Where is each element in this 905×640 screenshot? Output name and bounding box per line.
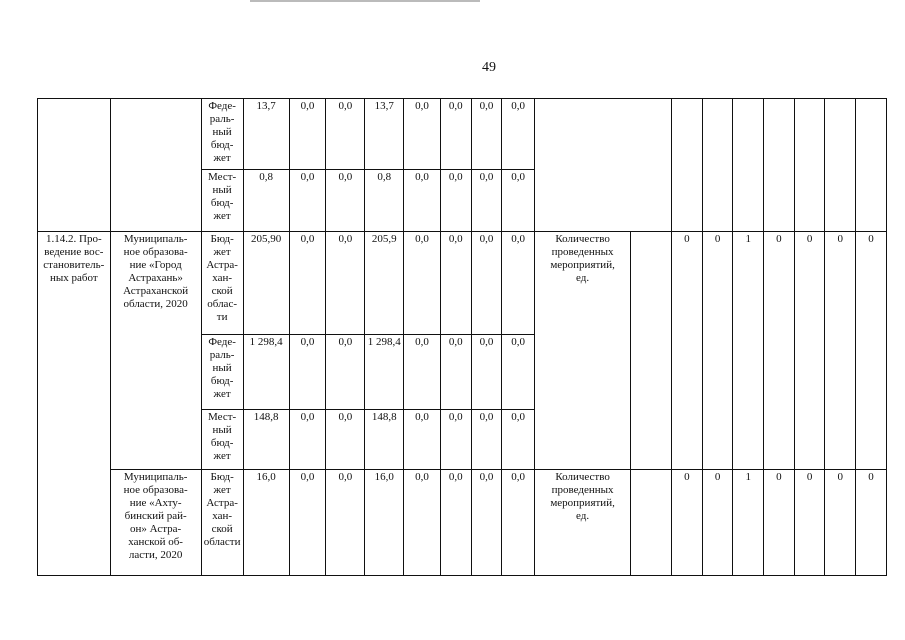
value-cell: 16,0 [243, 470, 289, 576]
value-cell: 0,0 [326, 170, 365, 232]
indicator-cell: Количество проведенных мероприятий, ед. [535, 232, 631, 470]
value-cell: 0,0 [404, 410, 441, 470]
top-rule [250, 0, 480, 2]
value-cell: 16,0 [365, 470, 404, 576]
value-cell: 0,0 [471, 335, 502, 410]
blank-cell [631, 470, 672, 576]
indicator-cell: Количество проведенных мероприятий, ед. [535, 470, 631, 576]
target-cell: 0 [825, 470, 856, 576]
value-cell: 0,0 [471, 470, 502, 576]
target-cell: 0 [764, 232, 795, 470]
value-cell: 0,0 [502, 170, 535, 232]
source-cell: Бюд- жет Астра- хан- ской области [201, 470, 243, 576]
target-cell [825, 99, 856, 232]
target-cell: 1 [733, 232, 764, 470]
target-cell: 1 [733, 470, 764, 576]
target-cell: 0 [672, 232, 703, 470]
value-cell: 0,0 [289, 470, 326, 576]
table-row [38, 470, 887, 576]
value-cell: 0,0 [404, 170, 441, 232]
executor-cell [110, 99, 201, 232]
code-cell: 1.14.2. Про- ведение вос- становитель- ных работ [38, 232, 111, 576]
value-cell: 0,0 [289, 170, 326, 232]
value-cell: 0,0 [440, 170, 471, 232]
value-cell: 0,0 [326, 335, 365, 410]
target-cell [702, 99, 733, 232]
value-cell: 0,0 [404, 335, 441, 410]
value-cell: 0,0 [502, 470, 535, 576]
value-cell: 205,9 [365, 232, 404, 335]
target-cell: 0 [764, 470, 795, 576]
value-cell: 148,8 [243, 410, 289, 470]
value-cell: 0,0 [471, 170, 502, 232]
budget-table [37, 98, 887, 576]
target-cell: 0 [672, 470, 703, 576]
value-cell: 13,7 [365, 99, 404, 170]
source-cell: Мест- ный бюд- жет [201, 170, 243, 232]
value-cell: 0,0 [404, 232, 441, 335]
target-cell [856, 99, 887, 232]
value-cell: 0,0 [502, 335, 535, 410]
value-cell: 1 298,4 [243, 335, 289, 410]
target-cell: 0 [856, 470, 887, 576]
value-cell: 0,0 [471, 410, 502, 470]
source-cell: Феде- раль- ный бюд- жет [201, 335, 243, 410]
target-cell [733, 99, 764, 232]
executor-cell: Муниципаль- ное образова- ние «Город Астрахань» Астраханской области, 2020 [110, 232, 201, 470]
value-cell: 0,0 [502, 99, 535, 170]
value-cell: 0,0 [440, 335, 471, 410]
value-cell: 0,0 [289, 410, 326, 470]
value-cell: 0,0 [471, 99, 502, 170]
table-row [38, 232, 887, 335]
target-cell [794, 99, 825, 232]
code-cell [38, 99, 111, 232]
value-cell: 0,0 [440, 99, 471, 170]
value-cell: 0,0 [404, 470, 441, 576]
value-cell: 0,0 [326, 410, 365, 470]
target-cell: 0 [794, 232, 825, 470]
value-cell: 0,0 [440, 470, 471, 576]
target-cell: 0 [794, 470, 825, 576]
value-cell: 0,0 [502, 232, 535, 335]
value-cell: 0,0 [326, 99, 365, 170]
value-cell: 0,0 [502, 410, 535, 470]
value-cell: 0,0 [326, 232, 365, 335]
blank-cell [631, 232, 672, 470]
value-cell: 0,0 [404, 99, 441, 170]
value-cell: 0,8 [365, 170, 404, 232]
page-number: 49 [482, 60, 496, 75]
value-cell: 0,0 [471, 232, 502, 335]
target-cell [764, 99, 795, 232]
value-cell: 0,0 [440, 410, 471, 470]
source-cell: Феде- раль- ный бюд- жет [201, 99, 243, 170]
value-cell: 205,90 [243, 232, 289, 335]
value-cell: 13,7 [243, 99, 289, 170]
value-cell: 1 298,4 [365, 335, 404, 410]
source-cell: Мест- ный бюд- жет [201, 410, 243, 470]
source-cell: Бюд- жет Астра- хан- ской облас- ти [201, 232, 243, 335]
value-cell: 0,8 [243, 170, 289, 232]
value-cell: 0,0 [289, 99, 326, 170]
executor-cell: Муниципаль- ное образова- ние «Ахту- бинский рай- он» Астра- ханской об- ласти, 2020 [110, 470, 201, 576]
target-cell: 0 [702, 470, 733, 576]
table-row [38, 99, 887, 170]
target-cell: 0 [702, 232, 733, 470]
value-cell: 0,0 [326, 470, 365, 576]
target-cell: 0 [856, 232, 887, 470]
value-cell: 148,8 [365, 410, 404, 470]
value-cell: 0,0 [289, 232, 326, 335]
value-cell: 0,0 [440, 232, 471, 335]
target-cell [672, 99, 703, 232]
target-cell: 0 [825, 232, 856, 470]
indicator-cell [535, 99, 672, 232]
value-cell: 0,0 [289, 335, 326, 410]
